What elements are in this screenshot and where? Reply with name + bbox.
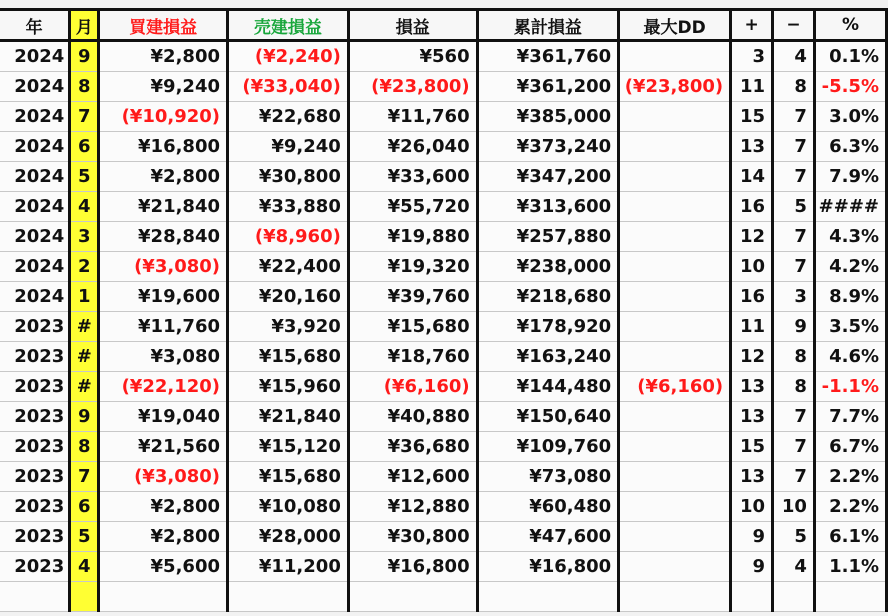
header-row [0,10,887,41]
year-cell[interactable]: 2024 [0,252,70,282]
empty-row [0,582,887,612]
percent-cell[interactable]: 7.9% [814,162,886,192]
cumulative-pl-cell[interactable]: ¥163,240 [477,342,619,372]
table-row [0,342,887,372]
sell-pl-cell[interactable]: ¥22,680 [228,102,349,132]
pl-cell[interactable]: (¥23,800) [348,72,477,102]
percent-cell[interactable]: 3.0% [814,102,886,132]
lose-count-cell[interactable]: 4 [773,552,815,582]
buy-pl-cell[interactable]: ¥5,600 [99,552,228,582]
month-cell[interactable]: # [70,342,99,372]
year-cell[interactable]: 2023 [0,402,70,432]
max-dd-cell[interactable] [619,282,731,312]
buy-pl-cell[interactable]: (¥10,920) [99,102,228,132]
win-count-cell[interactable]: 9 [731,522,773,552]
sell-pl-cell[interactable]: ¥10,080 [228,492,349,522]
sell-pl-cell[interactable]: ¥9,240 [228,132,349,162]
lose-count-cell[interactable]: 3 [773,282,815,312]
sell-pl-cell[interactable]: ¥20,160 [228,282,349,312]
year-cell[interactable]: 2024 [0,222,70,252]
year-cell[interactable]: 2023 [0,372,70,402]
buy-pl-cell[interactable]: (¥3,080) [99,252,228,282]
month-cell[interactable]: 5 [70,522,99,552]
lose-count-cell[interactable]: 10 [773,492,815,522]
buy-pl-cell[interactable]: ¥2,800 [99,41,228,72]
win-count-cell[interactable]: 11 [731,72,773,102]
cumulative-pl-cell[interactable]: ¥178,920 [477,312,619,342]
cumulative-pl-cell[interactable]: ¥238,000 [477,252,619,282]
percent-cell[interactable]: 4.3% [814,222,886,252]
year-cell[interactable]: 2024 [0,162,70,192]
month-cell[interactable]: # [70,372,99,402]
lose-count-cell[interactable]: 7 [773,252,815,282]
empty-cell[interactable] [814,582,886,612]
percent-cell[interactable]: 7.7% [814,402,886,432]
win-count-cell[interactable]: 13 [731,132,773,162]
empty-cell[interactable] [619,582,731,612]
header-max-dd[interactable]: 最大DD [619,10,731,41]
max-dd-cell[interactable] [619,132,731,162]
max-dd-cell[interactable] [619,402,731,432]
year-cell[interactable]: 2023 [0,432,70,462]
month-cell[interactable]: 1 [70,282,99,312]
month-cell[interactable]: 6 [70,492,99,522]
month-cell[interactable]: 7 [70,102,99,132]
percent-cell[interactable]: 6.1% [814,522,886,552]
buy-pl-cell[interactable]: ¥2,800 [99,522,228,552]
table-row [0,192,887,222]
month-cell[interactable]: 4 [70,552,99,582]
month-cell[interactable]: 2 [70,252,99,282]
buy-pl-cell[interactable]: ¥2,800 [99,492,228,522]
header-win-count[interactable]: + [731,10,773,41]
percent-cell[interactable]: -1.1% [814,372,886,402]
pl-cell[interactable]: ¥15,680 [348,312,477,342]
buy-pl-cell[interactable]: (¥3,080) [99,462,228,492]
header-month[interactable]: 月 [70,10,99,41]
table-row [0,282,887,312]
lose-count-cell[interactable]: 7 [773,102,815,132]
max-dd-cell[interactable] [619,162,731,192]
cumulative-pl-cell[interactable]: ¥347,200 [477,162,619,192]
win-count-cell[interactable]: 15 [731,432,773,462]
max-dd-cell[interactable] [619,312,731,342]
max-dd-cell[interactable] [619,552,731,582]
buy-pl-cell[interactable]: ¥19,600 [99,282,228,312]
pl-cell[interactable]: ¥18,760 [348,342,477,372]
lose-count-cell[interactable]: 5 [773,522,815,552]
sell-pl-cell[interactable]: ¥21,840 [228,402,349,432]
month-cell[interactable]: 6 [70,132,99,162]
sell-pl-cell[interactable]: ¥3,920 [228,312,349,342]
cumulative-pl-cell[interactable]: ¥313,600 [477,192,619,222]
buy-pl-cell[interactable]: ¥19,040 [99,402,228,432]
cumulative-pl-cell[interactable]: ¥144,480 [477,372,619,402]
cumulative-pl-cell[interactable]: ¥60,480 [477,492,619,522]
table-body [0,41,887,612]
max-dd-cell[interactable] [619,192,731,222]
percent-cell[interactable]: 3.5% [814,312,886,342]
month-cell[interactable]: # [70,312,99,342]
empty-cell[interactable] [228,582,349,612]
empty-cell[interactable] [99,582,228,612]
win-count-cell[interactable]: 9 [731,552,773,582]
max-dd-cell[interactable] [619,102,731,132]
win-count-cell[interactable]: 3 [731,41,773,72]
table-row [0,492,887,522]
cumulative-pl-cell[interactable]: ¥257,880 [477,222,619,252]
cumulative-pl-cell[interactable]: ¥73,080 [477,462,619,492]
table-row [0,462,887,492]
percent-cell[interactable]: #### [814,192,886,222]
max-dd-cell[interactable] [619,342,731,372]
sell-pl-cell[interactable]: ¥28,000 [228,522,349,552]
pl-cell[interactable]: ¥12,880 [348,492,477,522]
max-dd-cell[interactable] [619,462,731,492]
lose-count-cell[interactable]: 7 [773,162,815,192]
pl-cell[interactable]: ¥33,600 [348,162,477,192]
buy-pl-cell[interactable]: ¥16,800 [99,132,228,162]
month-cell[interactable]: 8 [70,72,99,102]
table-row [0,162,887,192]
win-count-cell[interactable]: 15 [731,102,773,132]
win-count-cell[interactable]: 13 [731,372,773,402]
buy-pl-cell[interactable]: ¥21,840 [99,192,228,222]
header-pl[interactable]: 損益 [348,10,477,41]
month-cell[interactable]: 9 [70,41,99,72]
sell-pl-cell[interactable]: ¥33,880 [228,192,349,222]
sell-pl-cell[interactable]: ¥15,680 [228,462,349,492]
year-cell[interactable]: 2024 [0,102,70,132]
empty-cell[interactable] [348,582,477,612]
lose-count-cell[interactable]: 5 [773,192,815,222]
percent-cell[interactable]: 6.3% [814,132,886,162]
month-cell[interactable]: 4 [70,192,99,222]
cumulative-pl-cell[interactable]: ¥361,760 [477,41,619,72]
lose-count-cell[interactable]: 4 [773,41,815,72]
empty-cell[interactable] [70,582,99,612]
year-cell[interactable]: 2023 [0,342,70,372]
pl-cell[interactable]: ¥55,720 [348,192,477,222]
lose-count-cell[interactable]: 8 [773,342,815,372]
win-count-cell[interactable]: 14 [731,162,773,192]
header-cumulative-pl[interactable]: 累計損益 [477,10,619,41]
lose-count-cell[interactable]: 8 [773,372,815,402]
table-row [0,432,887,462]
table-row [0,72,887,102]
sell-pl-cell[interactable]: (¥2,240) [228,41,349,72]
year-cell[interactable]: 2023 [0,552,70,582]
max-dd-cell[interactable] [619,432,731,462]
header-percent[interactable]: % [814,10,886,41]
lose-count-cell[interactable]: 7 [773,462,815,492]
header-year[interactable]: 年 [0,10,70,41]
empty-cell[interactable] [0,582,70,612]
cumulative-pl-cell[interactable]: ¥218,680 [477,282,619,312]
percent-cell[interactable]: 2.2% [814,462,886,492]
lose-count-cell[interactable]: 8 [773,72,815,102]
percent-cell[interactable]: 2.2% [814,492,886,522]
percent-cell[interactable]: -5.5% [814,72,886,102]
cumulative-pl-cell[interactable]: ¥373,240 [477,132,619,162]
buy-pl-cell[interactable]: ¥11,760 [99,312,228,342]
win-count-cell[interactable]: 12 [731,342,773,372]
win-count-cell[interactable]: 16 [731,192,773,222]
percent-cell[interactable]: 6.7% [814,432,886,462]
month-cell[interactable]: 8 [70,432,99,462]
max-dd-cell[interactable] [619,252,731,282]
win-count-cell[interactable]: 12 [731,222,773,252]
sell-pl-cell[interactable]: ¥15,120 [228,432,349,462]
pl-cell[interactable]: ¥19,320 [348,252,477,282]
header-sell-pl[interactable]: 売建損益 [228,10,349,41]
sell-pl-cell[interactable]: ¥11,200 [228,552,349,582]
max-dd-cell[interactable]: (¥23,800) [619,72,731,102]
buy-pl-cell[interactable]: ¥28,840 [99,222,228,252]
month-cell[interactable]: 7 [70,462,99,492]
pl-cell[interactable]: ¥19,880 [348,222,477,252]
lose-count-cell[interactable]: 7 [773,432,815,462]
table-row [0,372,887,402]
month-cell[interactable]: 9 [70,402,99,432]
pl-table [0,8,888,612]
sell-pl-cell[interactable]: ¥22,400 [228,252,349,282]
lose-count-cell[interactable]: 9 [773,312,815,342]
table-row [0,312,887,342]
header-buy-pl[interactable]: 買建損益 [99,10,228,41]
empty-cell[interactable] [731,582,773,612]
buy-pl-cell[interactable]: (¥22,120) [99,372,228,402]
table-row [0,252,887,282]
max-dd-cell[interactable]: (¥6,160) [619,372,731,402]
pl-cell[interactable]: (¥6,160) [348,372,477,402]
empty-cell[interactable] [773,582,815,612]
pl-cell[interactable]: ¥12,600 [348,462,477,492]
buy-pl-cell[interactable]: ¥2,800 [99,162,228,192]
percent-cell[interactable]: 4.6% [814,342,886,372]
table-row [0,522,887,552]
cumulative-pl-cell[interactable]: ¥361,200 [477,72,619,102]
buy-pl-cell[interactable]: ¥21,560 [99,432,228,462]
month-cell[interactable]: 5 [70,162,99,192]
cumulative-pl-cell[interactable]: ¥16,800 [477,552,619,582]
year-cell[interactable]: 2024 [0,282,70,312]
year-cell[interactable]: 2023 [0,462,70,492]
table-row [0,41,887,72]
table-row [0,222,887,252]
percent-cell[interactable]: 1.1% [814,552,886,582]
pl-cell[interactable]: ¥30,800 [348,522,477,552]
pl-cell[interactable]: ¥11,760 [348,102,477,132]
lose-count-cell[interactable]: 7 [773,402,815,432]
sell-pl-cell[interactable]: ¥15,680 [228,342,349,372]
win-count-cell[interactable]: 10 [731,492,773,522]
year-cell[interactable]: 2024 [0,132,70,162]
percent-cell[interactable]: 4.2% [814,252,886,282]
year-cell[interactable]: 2024 [0,72,70,102]
percent-cell[interactable]: 0.1% [814,41,886,72]
pl-cell[interactable]: ¥40,880 [348,402,477,432]
max-dd-cell[interactable] [619,492,731,522]
header-lose-count[interactable]: − [773,10,815,41]
sell-pl-cell[interactable]: (¥33,040) [228,72,349,102]
buy-pl-cell[interactable]: ¥9,240 [99,72,228,102]
win-count-cell[interactable]: 16 [731,282,773,312]
sell-pl-cell[interactable]: (¥8,960) [228,222,349,252]
win-count-cell[interactable]: 11 [731,312,773,342]
buy-pl-cell[interactable]: ¥3,080 [99,342,228,372]
pl-cell[interactable]: ¥39,760 [348,282,477,312]
table-row [0,402,887,432]
table-row [0,132,887,162]
year-cell[interactable]: 2023 [0,312,70,342]
year-cell[interactable]: 2023 [0,522,70,552]
lose-count-cell[interactable]: 7 [773,132,815,162]
pl-cell[interactable]: ¥36,680 [348,432,477,462]
lose-count-cell[interactable]: 7 [773,222,815,252]
cumulative-pl-cell[interactable]: ¥150,640 [477,402,619,432]
cumulative-pl-cell[interactable]: ¥47,600 [477,522,619,552]
win-count-cell[interactable]: 13 [731,402,773,432]
month-cell[interactable]: 3 [70,222,99,252]
max-dd-cell[interactable] [619,522,731,552]
year-cell[interactable]: 2023 [0,492,70,522]
cumulative-pl-cell[interactable]: ¥385,000 [477,102,619,132]
table-row [0,552,887,582]
win-count-cell[interactable]: 10 [731,252,773,282]
pl-cell[interactable]: ¥26,040 [348,132,477,162]
sell-pl-cell[interactable]: ¥30,800 [228,162,349,192]
table-row [0,102,887,132]
year-cell[interactable]: 2024 [0,192,70,222]
pl-cell[interactable]: ¥16,800 [348,552,477,582]
max-dd-cell[interactable] [619,222,731,252]
sell-pl-cell[interactable]: ¥15,960 [228,372,349,402]
pl-cell[interactable]: ¥560 [348,41,477,72]
cumulative-pl-cell[interactable]: ¥109,760 [477,432,619,462]
max-dd-cell[interactable] [619,41,731,72]
empty-cell[interactable] [477,582,619,612]
win-count-cell[interactable]: 13 [731,462,773,492]
percent-cell[interactable]: 8.9% [814,282,886,312]
year-cell[interactable]: 2024 [0,41,70,72]
